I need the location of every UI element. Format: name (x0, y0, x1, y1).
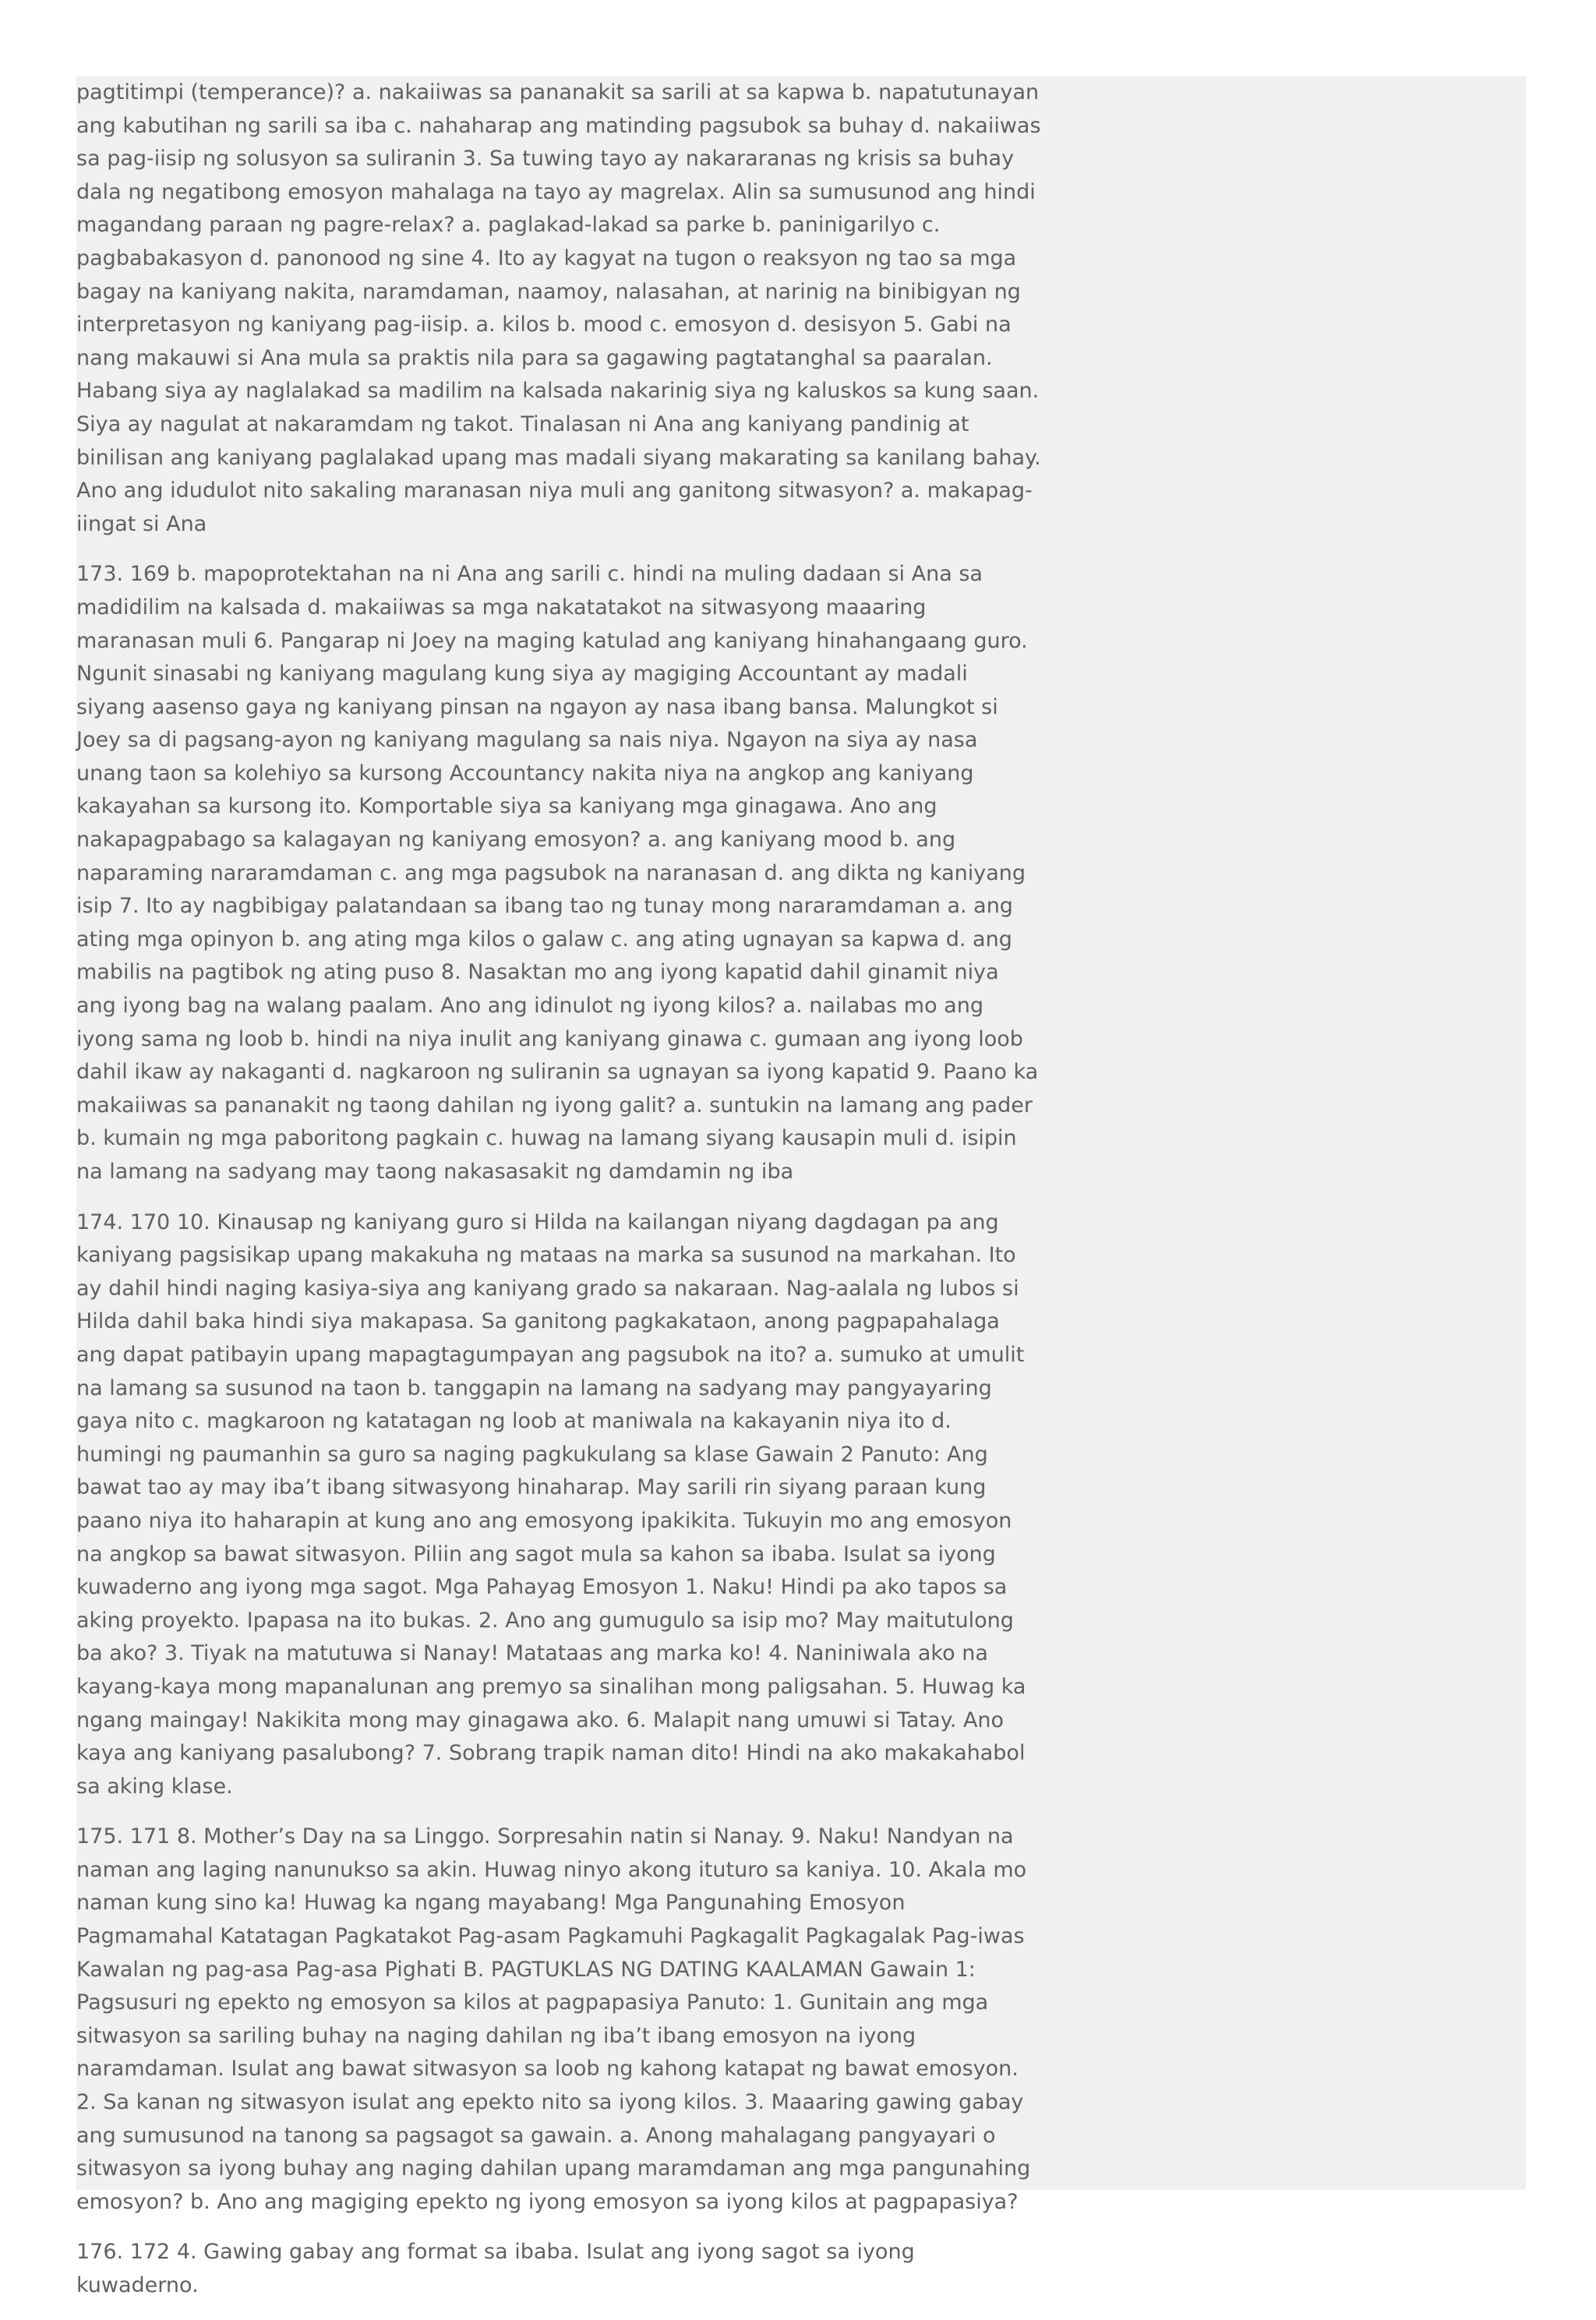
document-page (76, 76, 1526, 2297)
text-column (76, 76, 1043, 2320)
paragraph-page-175: 175. 171 8. Mother’s Day na sa Linggo. Sorpresahin natin si Nanay. 9. Naku! Nandyan na naman ang laging nanunukso sa akin. Huwag ninyo akong ituturo sa kaniya. 10. Akala mo naman kung sino ka! Huwag ka ngang mayabang! Mga Pangunahing Emosyon Pagmamahal Katatagan Pagkatakot Pag-asam Pagkamuhi Pagkagalit Pagkagalak Pag-iwas Kawalan ng pag-asa Pag-asa Pighati B. PAGTUKLAS NG DATING KAALAMAN Gawain 1: Pagsusuri ng epekto ng emosyon sa kilos at pagpapasiya Panuto: 1. Gunitain ang mga sitwasyon sa sariling buhay na naging dahilan ng iba’t ibang emosyon na iyong naramdaman. Isulat ang bawat sitwasyon sa loob ng kahong katapat ng bawat emosyon. 2. Sa kanan ng sitwasyon isulat ang epekto nito sa iyong kilos. 3. Maaaring gawing gabay ang sumusunod na tanong sa pagsagot sa gawain. a. Anong mahalagang pangyayari o sitwasyon sa iyong buhay ang naging dahilan upang maramdaman ang mga pangunahing emosyon? b. Ano ang magiging epekto ng iyong emosyon sa iyong kilos at pagpapasiya? (76, 1824, 1031, 2214)
paragraph-page-173: 173. 169 b. mapoprotektahan na ni Ana ang sarili c. hindi na muling dadaan si Ana sa madidilim na kalsada d. makaiiwas sa mga nakatatakot na sitwasyong maaaring maranasan muli 6. Pangarap ni Joey na maging katulad ang kaniyang hinahangaang guro. Ngunit sinasabi ng kaniyang magulang kung siya ay magiging Accountant ay madali siyang aasenso gaya ng kaniyang pinsan na ngayon ay nasa ibang bansa. Malungkot si Joey sa di pagsang-ayon ng kaniyang magulang sa nais niya. Ngayon na siya ay nasa unang taon sa kolehiyo sa kursong Accountancy nakita niya na angkop ang kaniyang kakayahan sa kursong ito. Komportable siya sa kaniyang mga ginagawa. Ano ang nakapagpabago sa kalagayan ng kaniyang emosyon? a. ang kaniyang mood b. ang naparaming nararamdaman c. ang mga pagsubok na naranasan d. ang dikta ng kaniyang isip 7. Ito ay nagbibigay palatandaan sa ibang tao ng tunay mong nararamdaman a. ang ating mga opinyon b. ang ating mga kilos o galaw c. ang ating ugnayan sa kapwa d. ang mabilis na pagtibok ng ating puso 8. Nasaktan mo ang iyong kapatid dahil ginamit niya ang iyong bag na walang paalam. Ano ang idinulot ng iyong kilos? a. nailabas mo ang iyong sama ng loob b. hindi na niya inulit ang kaniyang ginawa c. gumaan ang iyong loob dahil ikaw ay nakaganti d. nagkaroon ng suliranin sa ugnayan sa iyong kapatid 9. Paano ka makaiiwas sa pananakit ng taong dahilan ng iyong galit? a. suntukin na lamang ang pader b. kumain ng mga paboritong pagkain c. huwag na lamang siyang kausapin muli d. isipin na lamang na sadyang may taong nakasasakit ng damdamin ng iba (76, 562, 1039, 1184)
paragraph-page-172: pagtitimpi (temperance)? a. nakaiiwas sa pananakit sa sarili at sa kapwa b. napatutunayan ang kabutihan ng sarili sa iba c. nahaharap ang matinding pagsubok sa buhay d. nakaiiwas sa pag-iisip ng solusyon sa suliranin 3. Sa tuwing tayo ay nakararanas ng krisis sa buhay dala ng negatibong emosyon mahalaga na tayo ay magrelax. Alin sa sumusunod ang hindi magandang paraan ng pagre-relax? a. paglakad-lakad sa parke b. paninigarilyo c. pagbabakasyon d. panonood ng sine 4. Ito ay kagyat na tugon o reaksyon ng tao sa mga bagay na kaniyang nakita, naramdaman, naamoy, nalasahan, at narinig na binibigyan ng interpretasyon ng kaniyang pag-iisip. a. kilos b. mood c. emosyon d. desisyon 5. Gabi na nang makauwi si Ana mula sa praktis nila para sa gagawing pagtatanghal sa paaralan. Habang siya ay naglalakad sa madilim na kalsada nakarinig siya ng kaluskos sa kung saan. Siya ay nagulat at nakaramdam ng takot. Tinalasan ni Ana ang kaniyang pandinig at binilisan ang kaniyang paglalakad upang mas madali siyang makarating sa kanilang bahay. Ano ang idudulot nito sakaling maranasan niya muli ang ganitong sitwasyon? a. makapag-iingat si Ana (76, 80, 1041, 536)
paragraph-page-176: 176. 172 4. Gawing gabay ang format sa ibaba. Isulat ang iyong sagot sa iyong kuwaderno. (76, 2240, 915, 2297)
paragraph-page-174: 174. 170 10. Kinausap ng kaniyang guro si Hilda na kailangan niyang dagdagan pa ang kaniyang pagsisikap upang makakuha ng mataas na marka sa susunod na markahan. Ito ay dahil hindi naging kasiya-siya ang kaniyang grado sa nakaraan. Nag-aalala ng lubos si Hilda dahil baka hindi siya makapasa. Sa ganitong pagkakataon, anong pagpapahalaga ang dapat patibayin upang mapagtagumpayan ang pagsubok na ito? a. sumuko at umulit na lamang sa susunod na taon b. tanggapin na lamang na sadyang may pangyayaring gaya nito c. magkaroon ng katatagan ng loob at maniwala na kakayanin niya ito d. humingi ng paumanhin sa guro sa naging pagkukulang sa klase Gawain 2 Panuto: Ang bawat tao ay may iba’t ibang sitwasyong hinaharap. May sarili rin siyang paraan kung paano niya ito haharapin at kung ano ang emosyong ipakikita. Tukuyin mo ang emosyon na angkop sa bawat sitwasyon. Piliin ang sagot mula sa kahon sa ibaba. Isulat sa iyong kuwaderno ang iyong mga sagot. Mga Pahayag Emosyon 1. Naku! Hindi pa ako tapos sa aking proyekto. Ipapasa na ito bukas. 2. Ano ang gumugulo sa isip mo? May maitutulong ba ako? 3. Tiyak na matutuwa si Nanay! Matataas ang marka ko! 4. Naniniwala ako na kayang-kaya mong mapanalunan ang premyo sa sinalihan mong paligsahan. 5. Huwag ka ngang maingay! Nakikita mong may ginagawa ako. 6. Malapit nang umuwi si Tatay. Ano kaya ang kaniyang pasalubong? 7. Sobrang trapik naman dito! Hindi na ako makakahabol sa aking klase. (76, 1209, 1026, 1799)
